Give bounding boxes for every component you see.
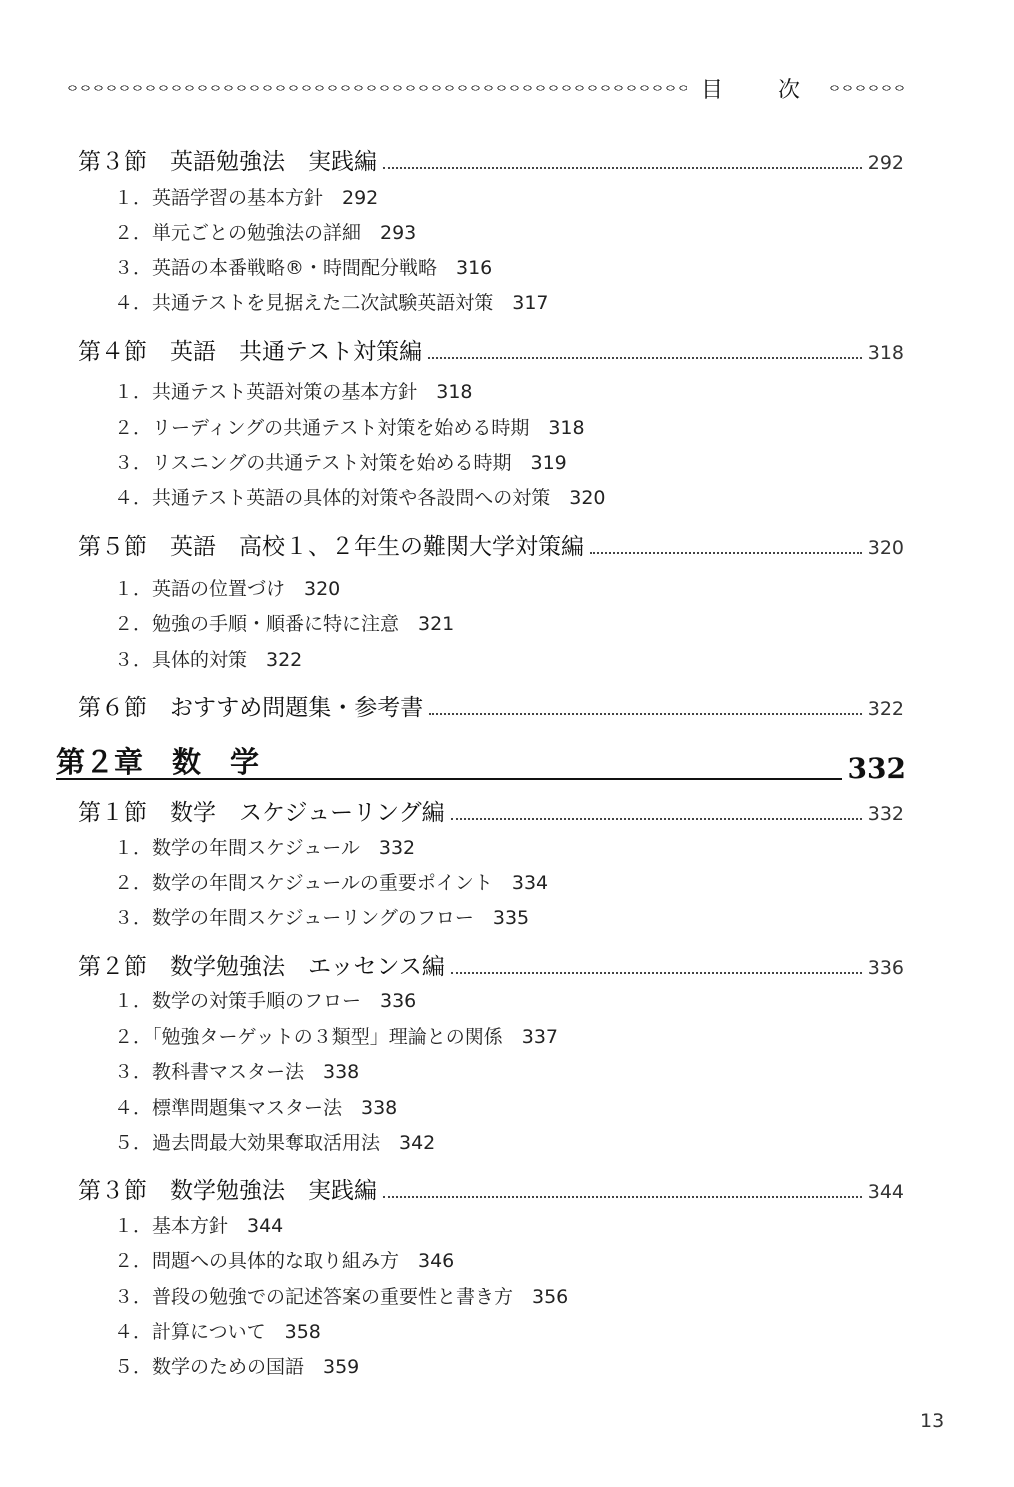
chapter-page: 332 bbox=[847, 752, 906, 785]
toc-item[interactable]: ５．過去問最大効果奪取活用法 342 bbox=[114, 1132, 436, 1154]
toc-section-math-2[interactable] bbox=[78, 948, 904, 981]
section-page: 318 bbox=[867, 342, 904, 364]
toc-item[interactable]: ２．リーディングの共通テスト対策を始める時期 318 bbox=[114, 417, 585, 439]
section-page: 320 bbox=[867, 537, 904, 559]
toc-item[interactable]: ２．問題への具体的な取り組み方 346 bbox=[114, 1250, 455, 1272]
section-title: 第４節 英語 共通テスト対策編 bbox=[78, 339, 423, 365]
section-page: 344 bbox=[867, 1181, 904, 1203]
section-title: 第６節 おすすめ問題集・参考書 bbox=[78, 695, 424, 721]
toc-item[interactable]: １．数学の対策手順のフロー 336 bbox=[114, 990, 417, 1012]
dot-leader bbox=[383, 167, 862, 169]
toc-item[interactable]: １．数学の年間スケジュール 332 bbox=[114, 837, 416, 859]
toc-chapter-2[interactable] bbox=[56, 740, 906, 786]
toc-item[interactable]: ３．数学の年間スケジューリングのフロー 335 bbox=[114, 907, 530, 929]
toc-item[interactable]: ３．リスニングの共通テスト対策を始める時期 319 bbox=[114, 452, 567, 474]
toc-item[interactable]: ３．英語の本番戦略®・時間配分戦略 316 bbox=[114, 257, 493, 279]
toc-section-english-6[interactable] bbox=[78, 689, 904, 722]
toc-item[interactable]: ４．計算について 358 bbox=[114, 1321, 321, 1343]
page-number: 13 bbox=[920, 1410, 945, 1432]
dot-leader bbox=[590, 552, 862, 554]
toc-section-math-3[interactable] bbox=[78, 1172, 904, 1205]
toc-section-english-5[interactable] bbox=[78, 528, 904, 561]
dot-leader bbox=[429, 713, 862, 715]
toc-item[interactable]: ２．単元ごとの勉強法の詳細 293 bbox=[114, 222, 417, 244]
toc-item[interactable]: １．英語学習の基本方針 292 bbox=[114, 187, 379, 209]
toc-item[interactable]: ４．共通テスト英語の具体的対策や各設問への対策 320 bbox=[114, 487, 606, 509]
section-page: 336 bbox=[867, 957, 904, 979]
toc-item[interactable]: ２．「勉強ターゲットの３類型」理論との関係 337 bbox=[114, 1026, 559, 1048]
toc-item[interactable]: １．共通テスト英語対策の基本方針 318 bbox=[114, 381, 473, 403]
header-title: 目 次 bbox=[701, 77, 824, 103]
toc-section-math-1[interactable] bbox=[78, 794, 904, 827]
section-page: 332 bbox=[867, 803, 904, 825]
toc-item[interactable]: ３．具体的対策 322 bbox=[114, 649, 303, 671]
section-title: 第５節 英語 高校１、２年生の難関大学対策編 bbox=[78, 534, 584, 560]
toc-item[interactable]: １．英語の位置づけ 320 bbox=[114, 578, 341, 600]
section-title: 第３節 数学勉強法 実践編 bbox=[78, 1178, 377, 1204]
chapter-title: 第２章 数 学 bbox=[56, 745, 260, 779]
toc-item[interactable]: ２．数学の年間スケジュールの重要ポイント 334 bbox=[114, 872, 549, 894]
toc-item[interactable]: ４．共通テストを見据えた二次試験英語対策 317 bbox=[114, 292, 549, 314]
toc-item[interactable]: ５．数学のための国語 359 bbox=[114, 1356, 360, 1378]
dot-leader bbox=[451, 972, 862, 974]
toc-item[interactable]: ３．教科書マスター法 338 bbox=[114, 1061, 360, 1083]
dot-leader bbox=[451, 818, 862, 820]
dot-leader bbox=[428, 357, 862, 359]
dot-leader bbox=[383, 1196, 862, 1198]
toc-section-english-3[interactable] bbox=[78, 143, 904, 176]
section-page: 292 bbox=[867, 152, 904, 174]
ornament-border-left bbox=[66, 82, 687, 94]
section-title: 第３節 英語勉強法 実践編 bbox=[78, 149, 377, 175]
chapter-rule bbox=[56, 778, 842, 780]
toc-item[interactable]: ４．標準問題集マスター法 338 bbox=[114, 1097, 398, 1119]
ornament-border-right bbox=[828, 82, 906, 94]
section-page: 322 bbox=[867, 698, 904, 720]
running-header bbox=[66, 70, 906, 106]
section-title: 第２節 数学勉強法 エッセンス編 bbox=[78, 954, 445, 980]
toc-item[interactable]: １．基本方針 344 bbox=[114, 1215, 284, 1237]
section-title: 第１節 数学 スケジューリング編 bbox=[78, 800, 445, 826]
toc-item[interactable]: ２．勉強の手順・順番に特に注意 321 bbox=[114, 613, 455, 635]
toc-section-english-4[interactable] bbox=[78, 333, 904, 366]
toc-item[interactable]: ３．普段の勉強での記述答案の重要性と書き方 356 bbox=[114, 1286, 569, 1308]
